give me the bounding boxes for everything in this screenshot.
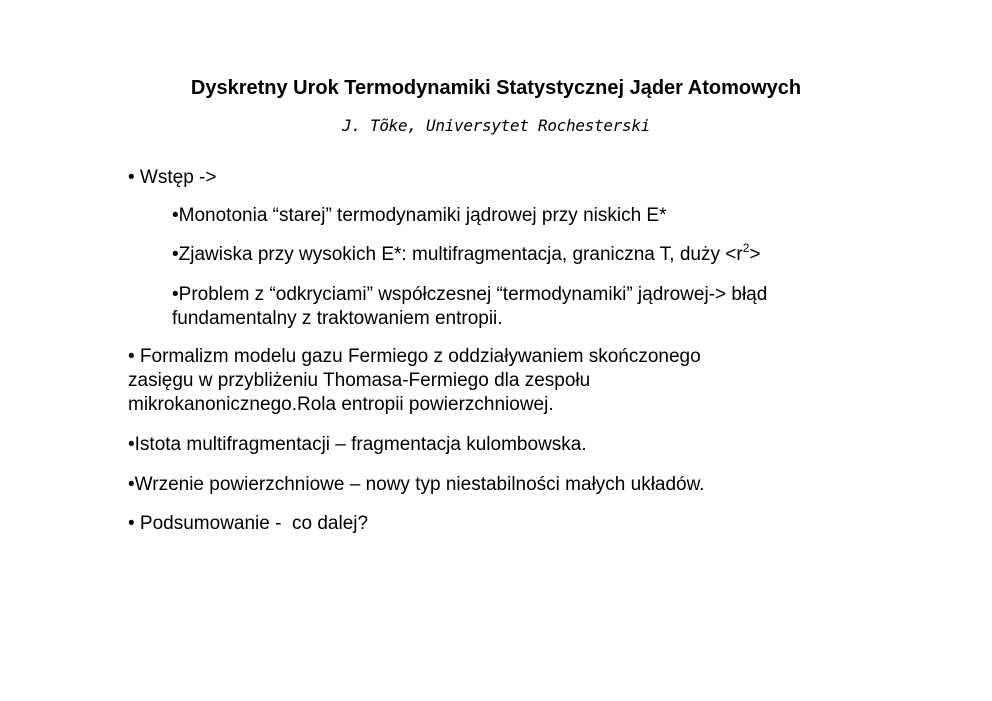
bullet-problem-line2: fundamentalny z traktowaniem entropii. [172, 308, 503, 329]
bullet-formalism-line3: mikrokanonicznego.Rola entropii powierzchniowej. [128, 394, 554, 415]
bullet-phenomena-text: •Zjawiska przy wysokich E*: multifragmentacja, graniczna T, duży <r [172, 244, 743, 265]
slide-title: Dyskretny Urok Termodynamiki Statystycznej Jąder Atomowych [190, 77, 802, 99]
bullet-phenomena [172, 240, 761, 267]
slide-author: J. Tõke, Universytet Rochesterski [342, 116, 650, 135]
bullet-formalism-line1: • Formalizm modelu gazu Fermiego z oddziaływaniem skończonego [128, 346, 701, 367]
bullet-surface-boiling: •Wrzenie powierzchniowe – nowy typ niestabilności małych układów. [128, 474, 705, 495]
bullet-problem-line1: •Problem z “odkryciami” współczesnej “termodynamiki” jądrowej-> błąd [172, 284, 768, 305]
bullet-phenomena-end: > [749, 244, 761, 265]
bullet-summary: • Podsumowanie - co dalej? [128, 513, 369, 534]
bullet-formalism-line2: zasięgu w przybliżeniu Thomasa-Fermiego dla zespołu [128, 370, 591, 391]
bullet-multifragmentation: •Istota multifragmentacji – fragmentacja kulombowska. [128, 434, 587, 455]
bullet-intro: • Wstęp -> [128, 167, 217, 188]
superscript-2: 2 [742, 240, 750, 255]
bullet-monotony: •Monotonia “starej” termodynamiki jądrowej przy niskich E* [172, 205, 667, 226]
